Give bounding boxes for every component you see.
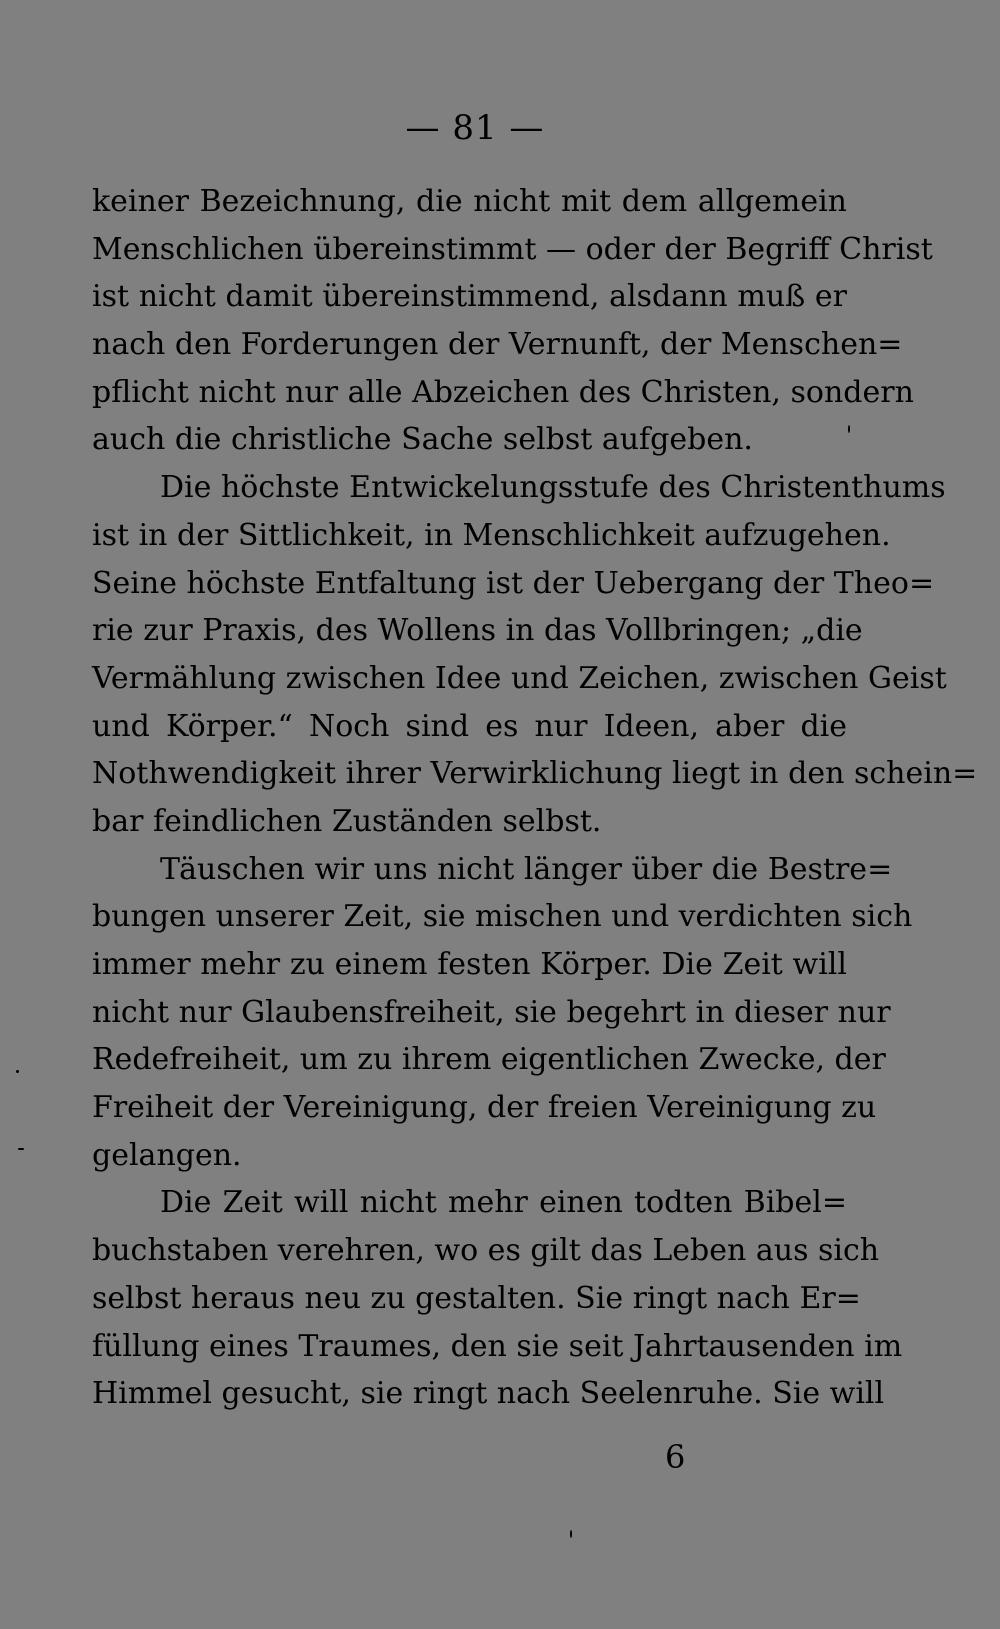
- text-line: füllung eines Traumes, den sie seit Jahrtausenden im: [92, 1328, 903, 1364]
- text-line: Seine höchste Entfaltung ist der Uebergang der Theo=: [92, 565, 935, 601]
- text-line: Täuschen wir uns nicht länger über die Bestre=: [160, 851, 893, 887]
- signature-mark: 6: [665, 1438, 686, 1476]
- text-line: buchstaben verehren, wo es gilt das Leben aus sich: [92, 1233, 880, 1269]
- text-line: ist nicht damit übereinstimmend, alsdann muß er: [92, 279, 847, 315]
- body-text: [92, 178, 978, 1418]
- ink-speck: [848, 425, 850, 433]
- text-line: gelangen.: [92, 1137, 242, 1173]
- page-number: — 81 —: [405, 108, 545, 148]
- text-line: auch die christliche Sache selbst aufgeben.: [92, 422, 753, 458]
- text-line: rie zur Praxis, des Wollens in das Vollbringen; „die: [92, 613, 863, 649]
- ink-speck: [18, 1148, 24, 1150]
- text-line: nach den Forderungen der Vernunft, der Menschen=: [92, 327, 903, 363]
- text-line: Die höchste Entwickelungsstufe des Christenthums: [160, 470, 946, 506]
- text-line: Die Zeit will nicht mehr einen todten Bibel=: [160, 1185, 847, 1221]
- text-line: pflicht nicht nur alle Abzeichen des Christen, sondern: [92, 374, 914, 410]
- text-line: immer mehr zu einem festen Körper. Die Zeit will: [92, 947, 847, 982]
- text-line: bar feindlichen Zuständen selbst.: [92, 803, 602, 839]
- text-line: Vermählung zwischen Idee und Zeichen, zwischen Geist: [92, 660, 947, 696]
- text-line: ist in der Sittlichkeit, in Menschlichkeit aufzugehen.: [92, 517, 891, 553]
- text-line: Nothwendigkeit ihrer Verwirklichung liegt in den schein=: [92, 756, 978, 792]
- text-line: Redefreiheit, um zu ihrem eigentlichen Zwecke, der: [92, 1042, 886, 1078]
- text-line: und Körper.“ Noch sind es nur Ideen, aber die: [92, 708, 847, 744]
- text-line: keiner Bezeichnung, die nicht mit dem allgemein: [92, 184, 847, 219]
- text-line: Himmel gesucht, sie ringt nach Seelenruhe. Sie will: [92, 1376, 885, 1412]
- text-line: bungen unserer Zeit, sie mischen und verdichten sich: [92, 899, 913, 935]
- ink-speck: [16, 1070, 19, 1073]
- text-line: Freiheit der Vereinigung, der freien Vereinigung zu: [92, 1090, 877, 1126]
- ink-speck: [570, 1530, 572, 1538]
- text-line: selbst heraus neu zu gestalten. Sie ringt nach Er=: [92, 1280, 861, 1316]
- text-line: Menschlichen übereinstimmt — oder der Begriff Christ: [92, 231, 933, 267]
- text-line: nicht nur Glaubensfreiheit, sie begehrt in dieser nur: [92, 994, 891, 1030]
